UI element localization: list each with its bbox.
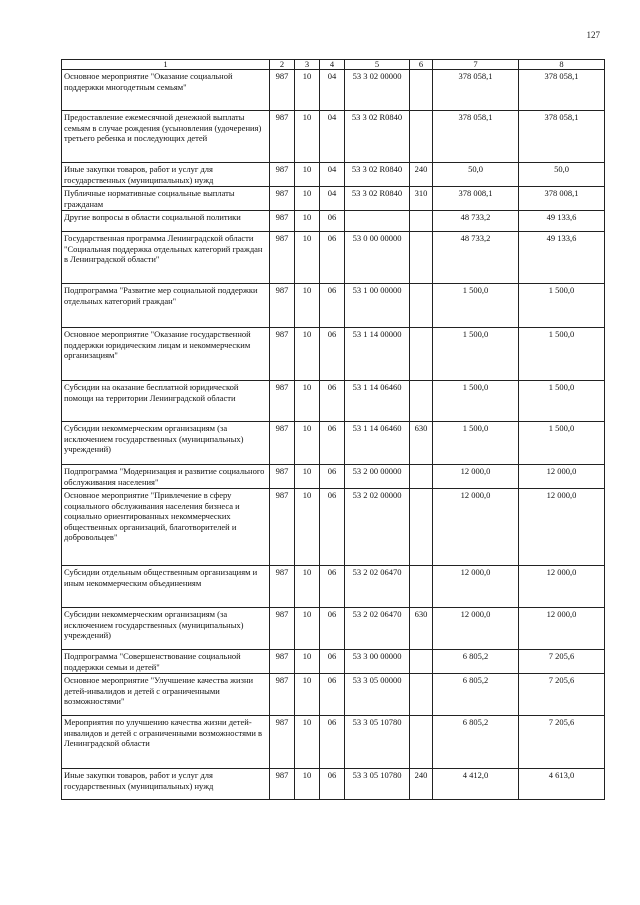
cell-expense-type: 240 (410, 163, 433, 187)
cell-amount-year2: 12 000,0 (519, 566, 605, 608)
cell-section-code: 10 (295, 70, 320, 111)
cell-ministry-code: 987 (270, 187, 295, 211)
cell-subsection-code: 04 (320, 111, 345, 163)
column-header: 2 (270, 60, 295, 70)
cell-name: Субсидии отдельным общественным организациям и иным некоммерческим объединениям (62, 566, 270, 608)
cell-amount-year1: 12 000,0 (433, 489, 519, 566)
cell-subsection-code: 06 (320, 232, 345, 284)
cell-amount-year2: 12 000,0 (519, 465, 605, 489)
cell-expense-type: 240 (410, 769, 433, 800)
cell-amount-year2: 4 613,0 (519, 769, 605, 800)
cell-target-article: 53 2 02 00000 (345, 489, 410, 566)
table-row (62, 70, 605, 111)
cell-name: Мероприятия по улучшению качества жизни детей-инвалидов и детей с ограниченными возможностями в Ленинградской области (62, 716, 270, 769)
table-row (62, 232, 605, 284)
cell-name: Государственная программа Ленинградской области "Социальная поддержка отдельных категорий граждан в Ленинградской области" (62, 232, 270, 284)
cell-section-code: 10 (295, 284, 320, 328)
cell-name: Подпрограмма "Модернизация и развитие социального обслуживания населения" (62, 465, 270, 489)
cell-ministry-code: 987 (270, 674, 295, 716)
cell-section-code: 10 (295, 465, 320, 489)
cell-expense-type (410, 284, 433, 328)
table-row (62, 328, 605, 381)
column-header: 1 (62, 60, 270, 70)
cell-expense-type (410, 465, 433, 489)
table-row (62, 608, 605, 650)
cell-name: Иные закупки товаров, работ и услуг для государственных (муниципальных) нужд (62, 769, 270, 800)
cell-target-article: 53 3 00 00000 (345, 650, 410, 674)
cell-amount-year1: 378 058,1 (433, 70, 519, 111)
cell-amount-year1: 1 500,0 (433, 328, 519, 381)
cell-expense-type (410, 716, 433, 769)
cell-amount-year1: 48 733,2 (433, 211, 519, 232)
cell-amount-year2: 378 008,1 (519, 187, 605, 211)
cell-amount-year1: 12 000,0 (433, 566, 519, 608)
cell-name: Субсидии некоммерческим организациям (за исключением государственных (муниципальных) учреждений) (62, 608, 270, 650)
cell-subsection-code: 06 (320, 465, 345, 489)
cell-amount-year1: 12 000,0 (433, 465, 519, 489)
cell-name: Основное мероприятие "Оказание социальной поддержки многодетным семьям" (62, 70, 270, 111)
cell-section-code: 10 (295, 381, 320, 422)
cell-expense-type (410, 566, 433, 608)
cell-subsection-code: 06 (320, 211, 345, 232)
cell-amount-year2: 12 000,0 (519, 489, 605, 566)
cell-target-article: 53 3 05 10780 (345, 716, 410, 769)
cell-subsection-code: 06 (320, 566, 345, 608)
cell-amount-year1: 1 500,0 (433, 284, 519, 328)
cell-section-code: 10 (295, 111, 320, 163)
table-row (62, 422, 605, 465)
cell-amount-year2: 7 205,6 (519, 650, 605, 674)
cell-amount-year2: 7 205,6 (519, 716, 605, 769)
cell-expense-type (410, 489, 433, 566)
cell-section-code: 10 (295, 489, 320, 566)
cell-amount-year2: 1 500,0 (519, 284, 605, 328)
cell-target-article: 53 3 05 10780 (345, 769, 410, 800)
table-row (62, 111, 605, 163)
cell-target-article: 53 2 02 06470 (345, 566, 410, 608)
column-header: 6 (410, 60, 433, 70)
cell-target-article: 53 1 14 06460 (345, 422, 410, 465)
cell-expense-type: 630 (410, 422, 433, 465)
cell-amount-year1: 4 412,0 (433, 769, 519, 800)
cell-target-article: 53 1 00 00000 (345, 284, 410, 328)
cell-name: Предоставление ежемесячной денежной выплаты семьям в случае рождения (усыновления (удочерения) третьего ребенка и последующих детей (62, 111, 270, 163)
cell-subsection-code: 06 (320, 716, 345, 769)
cell-amount-year1: 1 500,0 (433, 422, 519, 465)
cell-section-code: 10 (295, 232, 320, 284)
cell-amount-year1: 48 733,2 (433, 232, 519, 284)
cell-subsection-code: 04 (320, 163, 345, 187)
cell-ministry-code: 987 (270, 422, 295, 465)
table-row (62, 284, 605, 328)
cell-ministry-code: 987 (270, 70, 295, 111)
table-row (62, 716, 605, 769)
cell-name: Другие вопросы в области социальной политики (62, 211, 270, 232)
cell-name: Субсидии некоммерческим организациям (за исключением государственных (муниципальных) учреждений) (62, 422, 270, 465)
cell-amount-year1: 378 058,1 (433, 111, 519, 163)
cell-ministry-code: 987 (270, 608, 295, 650)
cell-amount-year1: 6 805,2 (433, 650, 519, 674)
table-row (62, 650, 605, 674)
cell-expense-type (410, 650, 433, 674)
cell-expense-type (410, 232, 433, 284)
cell-subsection-code: 04 (320, 187, 345, 211)
cell-section-code: 10 (295, 674, 320, 716)
cell-subsection-code: 06 (320, 328, 345, 381)
cell-amount-year2: 49 133,6 (519, 232, 605, 284)
cell-ministry-code: 987 (270, 328, 295, 381)
cell-target-article: 53 1 14 06460 (345, 381, 410, 422)
cell-name: Основное мероприятие "Привлечение в сферу социального обслуживания населения бизнеса и социально ориентированных некоммерческих общественных организаций, благотворителей и добровольцев" (62, 489, 270, 566)
cell-target-article: 53 0 00 00000 (345, 232, 410, 284)
cell-target-article: 53 3 02 R0840 (345, 187, 410, 211)
cell-section-code: 10 (295, 608, 320, 650)
cell-expense-type (410, 674, 433, 716)
cell-expense-type (410, 211, 433, 232)
cell-amount-year2: 378 058,1 (519, 70, 605, 111)
cell-target-article: 53 2 00 00000 (345, 465, 410, 489)
cell-ministry-code: 987 (270, 211, 295, 232)
table-row (62, 489, 605, 566)
cell-target-article (345, 211, 410, 232)
table-row (62, 163, 605, 187)
budget-table (61, 59, 605, 800)
table-row (62, 674, 605, 716)
cell-expense-type: 630 (410, 608, 433, 650)
header-row (62, 60, 605, 70)
cell-amount-year1: 12 000,0 (433, 608, 519, 650)
cell-name: Подпрограмма "Развитие мер социальной поддержки отдельных категорий граждан" (62, 284, 270, 328)
cell-amount-year2: 378 058,1 (519, 111, 605, 163)
cell-name: Основное мероприятие "Улучшение качества жизни детей-инвалидов и детей с ограниченными возможностями" (62, 674, 270, 716)
cell-amount-year1: 6 805,2 (433, 716, 519, 769)
cell-amount-year2: 1 500,0 (519, 328, 605, 381)
cell-amount-year2: 50,0 (519, 163, 605, 187)
cell-amount-year1: 1 500,0 (433, 381, 519, 422)
cell-ministry-code: 987 (270, 232, 295, 284)
cell-section-code: 10 (295, 566, 320, 608)
cell-subsection-code: 06 (320, 422, 345, 465)
column-header: 8 (519, 60, 605, 70)
table-row (62, 187, 605, 211)
cell-section-code: 10 (295, 211, 320, 232)
cell-section-code: 10 (295, 187, 320, 211)
cell-amount-year1: 6 805,2 (433, 674, 519, 716)
column-header: 4 (320, 60, 345, 70)
cell-section-code: 10 (295, 716, 320, 769)
cell-amount-year2: 49 133,6 (519, 211, 605, 232)
cell-ministry-code: 987 (270, 381, 295, 422)
cell-ministry-code: 987 (270, 111, 295, 163)
cell-ministry-code: 987 (270, 163, 295, 187)
cell-section-code: 10 (295, 650, 320, 674)
cell-subsection-code: 06 (320, 650, 345, 674)
cell-ministry-code: 987 (270, 465, 295, 489)
cell-name: Субсидии на оказание бесплатной юридической помощи на территории Ленинградской области (62, 381, 270, 422)
cell-ministry-code: 987 (270, 716, 295, 769)
cell-ministry-code: 987 (270, 566, 295, 608)
cell-subsection-code: 06 (320, 769, 345, 800)
cell-expense-type (410, 381, 433, 422)
cell-ministry-code: 987 (270, 489, 295, 566)
cell-name: Публичные нормативные социальные выплаты гражданам (62, 187, 270, 211)
cell-subsection-code: 06 (320, 674, 345, 716)
cell-target-article: 53 2 02 06470 (345, 608, 410, 650)
cell-ministry-code: 987 (270, 284, 295, 328)
cell-target-article: 53 1 14 00000 (345, 328, 410, 381)
page-number: 127 (586, 30, 600, 40)
cell-amount-year2: 12 000,0 (519, 608, 605, 650)
cell-target-article: 53 3 02 00000 (345, 70, 410, 111)
cell-subsection-code: 06 (320, 489, 345, 566)
cell-amount-year2: 1 500,0 (519, 422, 605, 465)
column-header: 5 (345, 60, 410, 70)
cell-expense-type (410, 328, 433, 381)
cell-name: Основное мероприятие "Оказание государственной поддержки юридическим лицам и некоммерческим организациям" (62, 328, 270, 381)
cell-subsection-code: 06 (320, 608, 345, 650)
cell-subsection-code: 04 (320, 70, 345, 111)
cell-ministry-code: 987 (270, 650, 295, 674)
cell-amount-year2: 1 500,0 (519, 381, 605, 422)
cell-name: Иные закупки товаров, работ и услуг для государственных (муниципальных) нужд (62, 163, 270, 187)
table-row (62, 211, 605, 232)
cell-expense-type: 310 (410, 187, 433, 211)
cell-expense-type (410, 70, 433, 111)
cell-expense-type (410, 111, 433, 163)
table-row (62, 769, 605, 800)
column-header: 3 (295, 60, 320, 70)
table-row (62, 465, 605, 489)
cell-ministry-code: 987 (270, 769, 295, 800)
cell-section-code: 10 (295, 769, 320, 800)
column-header: 7 (433, 60, 519, 70)
cell-subsection-code: 06 (320, 284, 345, 328)
cell-amount-year2: 7 205,6 (519, 674, 605, 716)
cell-target-article: 53 3 02 R0840 (345, 163, 410, 187)
cell-section-code: 10 (295, 328, 320, 381)
cell-target-article: 53 3 02 R0840 (345, 111, 410, 163)
cell-section-code: 10 (295, 422, 320, 465)
cell-amount-year1: 50,0 (433, 163, 519, 187)
cell-target-article: 53 3 05 00000 (345, 674, 410, 716)
cell-amount-year1: 378 008,1 (433, 187, 519, 211)
table-row (62, 381, 605, 422)
cell-subsection-code: 06 (320, 381, 345, 422)
table-row (62, 566, 605, 608)
cell-name: Подпрограмма "Совершенствование социальной поддержки семьи и детей" (62, 650, 270, 674)
cell-section-code: 10 (295, 163, 320, 187)
